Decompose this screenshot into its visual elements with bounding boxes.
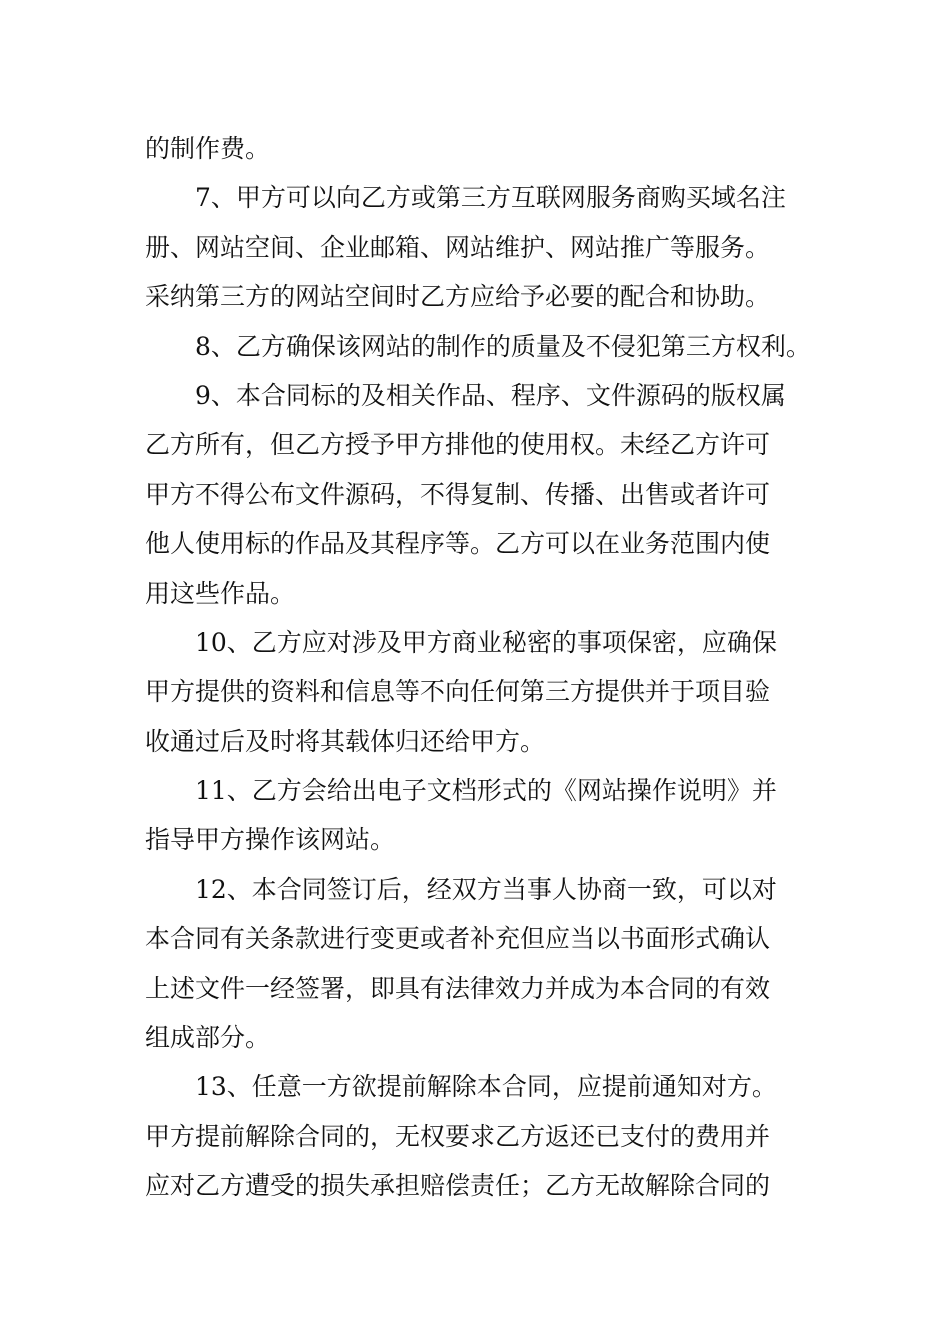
contract-text-block	[145, 124, 810, 1211]
text-line: 上述文件一经签署，即具有法律效力并成为本合同的有效	[145, 973, 771, 1003]
text-line: 9、本合同标的及相关作品、程序、文件源码的版权属	[195, 380, 786, 410]
text-line: 7、甲方可以向乙方或第三方互联网服务商购买域名注	[195, 183, 786, 213]
text-line: 的制作费。	[145, 134, 271, 163]
text-line: 10、乙方应对涉及甲方商业秘密的事项保密，应确保	[195, 627, 777, 657]
text-line: 乙方所有，但乙方授予甲方排他的使用权。未经乙方许可	[145, 430, 771, 460]
text-line: 收通过后及时将其载体归还给甲方。	[145, 726, 546, 756]
text-line: 12、本合同签订后，经双方当事人协商一致，可以对	[195, 874, 777, 904]
text-line: 应对乙方遭受的损失承担赔偿责任；乙方无故解除合同的	[145, 1171, 771, 1201]
text-line: 甲方不得公布文件源码，不得复制、传播、出售或者许可	[145, 479, 771, 509]
text-line: 甲方提前解除合同的，无权要求乙方返还已支付的费用并	[145, 1121, 771, 1151]
text-line: 指导甲方操作该网站。	[145, 825, 396, 855]
text-line: 采纳第三方的网站空间时乙方应给予必要的配合和协助。	[145, 282, 771, 312]
text-line: 册、网站空间、企业邮箱、网站维护、网站推广等服务。	[145, 232, 771, 262]
text-line: 8、乙方确保该网站的制作的质量及不侵犯第三方权利。	[195, 331, 811, 361]
text-line: 他人使用标的作品及其程序等。乙方可以在业务范围内使	[145, 529, 771, 559]
text-line: 13、任意一方欲提前解除本合同，应提前通知对方。	[195, 1072, 777, 1102]
text-line: 甲方提供的资料和信息等不向任何第三方提供并于项目验	[145, 677, 771, 707]
text-line: 用这些作品。	[145, 578, 296, 608]
text-line: 11、乙方会给出电子文档形式的《网站操作说明》并	[195, 776, 777, 806]
text-line: 本合同有关条款进行变更或者补充但应当以书面形式确认	[145, 924, 771, 954]
text-line: 组成部分。	[145, 1023, 271, 1053]
